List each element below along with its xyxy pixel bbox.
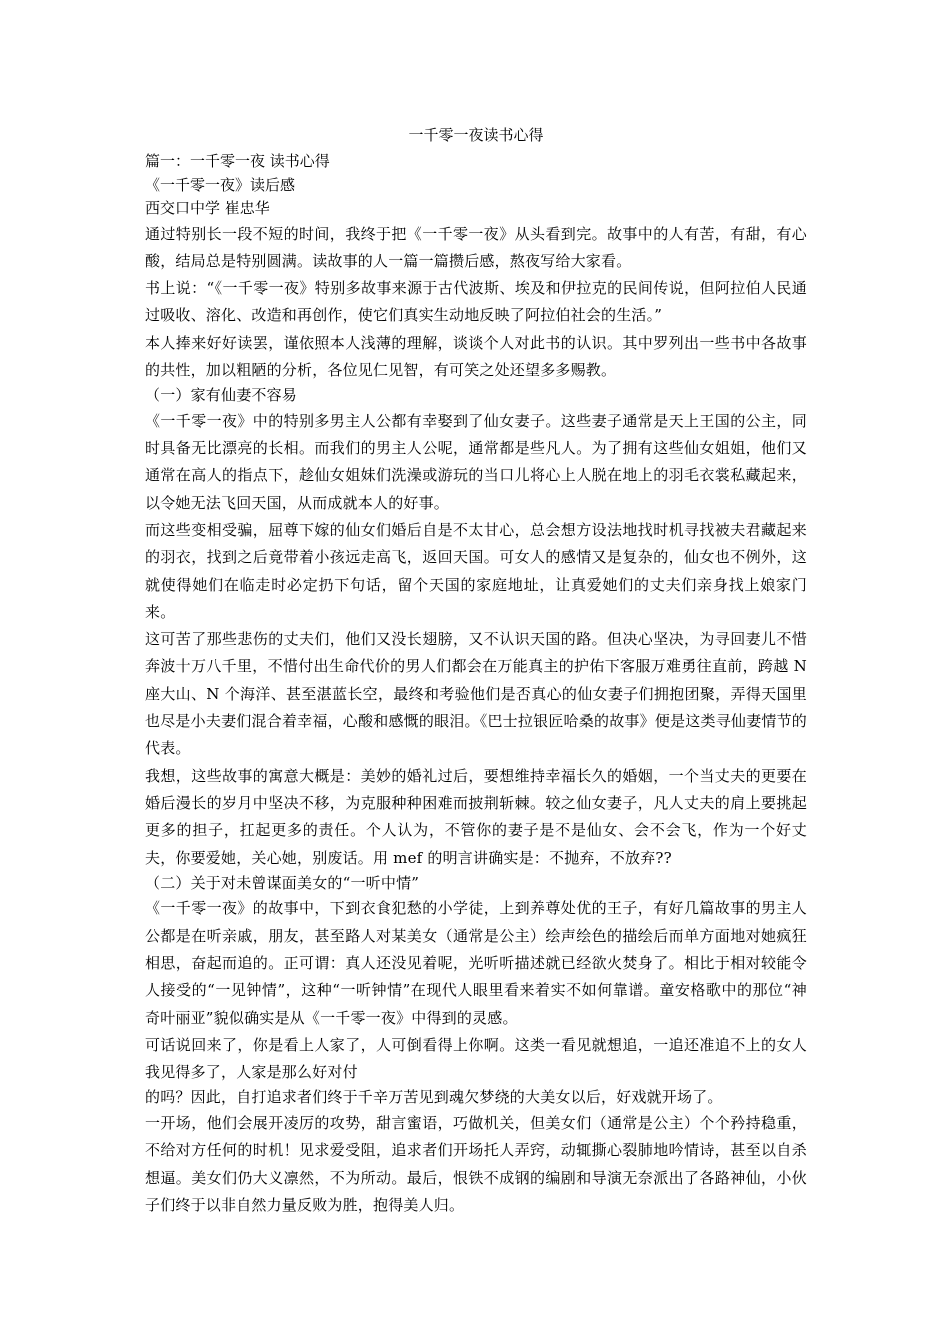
paragraph-fairy-wives: 《一千零一夜》中的特别多男主人公都有幸娶到了仙女妻子。这些妻子通常是天上王国的公主，同时具备无比漂亮的长相。而我们的男主人公呢，通常都是些凡人。为了拥有这些仙女姐姐，他们又通常在高人的指点下，趁仙女姐妹们洗澡或游玩的当口儿将心上人脱在地上的羽毛衣裳私藏起来，以令她无法飞回天国，从而成就本人的好事。 <box>145 411 807 512</box>
paragraph-love-by-hearing: 《一千零一夜》的故事中，下到衣食犯愁的小学徒，上到养尊处优的王子，有好几篇故事的男主人公都是在听亲戚，朋友，甚至路人对某美女（通常是公主）绘声绘色的描绘后而单方面地对她疯狂相思，奋起而追的。正可谓：真人还没见着呢，光听听描述就已经欲火焚身了。相比于相对较能令人接受的“一见钟情”，这种“一听钟情”在现代人眼里看来着实不如何靠谱。童安格歌中的那位“神奇叶丽亚”貌似确实是从《一千零一夜》中得到的灵感。 <box>145 899 807 1027</box>
paragraph-quote: 书上说：“《一千零一夜》特别多故事来源于古代波斯、埃及和伊拉克的民间传说，但阿拉伯人民通过吸收、溶化、改造和再创作，使它们真实生动地反映了阿拉伯社会的生活。” <box>145 279 807 325</box>
paragraph-pursuit-continued: 的吗？因此，自打追求者们终于千辛万苦见到魂欠梦绕的大美女以后，好戏就开场了。 <box>145 1088 723 1107</box>
paragraph-fairy-return: 而这些变相受骗，屈尊下嫁的仙女们婚后自是不太甘心，总会想方设法地找时机寻找被夫君藏起来的羽衣，找到之后竟带着小孩远走高飞，返回天国。可女人的感情又是复杂的，仙女也不例外，这就使得她们在临走时必定扔下句话，留个天国的家庭地址，让真爱她们的丈夫们亲身找上娘家门来。 <box>145 520 807 621</box>
paragraph-intro: 通过特别长一段不短的时间，我终于把《一千零一夜》从头看到完。故事中的人有苦，有甜，有心酸，结局总是特别圆满。读故事的人一篇一篇攒后感，熬夜写给大家看。 <box>145 224 807 270</box>
article-heading: 篇一：一千零一夜 读书心得 <box>145 152 330 170</box>
paragraph-husbands-journey: 这可苦了那些悲伤的丈夫们，他们又没长翅膀，又不认识天国的路。但决心坚决，为寻回妻儿不惜奔波十万八千里，不惜付出生命代价的男人们都会在万能真主的护佑下客服万难勇往直前，跨越 N 座大山、N 个海洋、甚至湛蓝长空，最终和考验他们是否真心的仙女妻子们拥抱团聚，弄得天国里也尽是小夫妻们混合着幸福，心酸和感慨的眼泪。《巴士拉银匠哈桑的故事》便是这类寻仙妻情节的代表。 <box>145 630 807 758</box>
paragraph-moral: 我想，这些故事的寓意大概是：美妙的婚礼过后，要想维持幸福长久的婚姻，一个当丈夫的更要在婚后漫长的岁月中坚决不移，为克服种种困难而披荆斩棘。较之仙女妻子，凡人丈夫的肩上要挑起更多的担子，扛起更多的责任。个人认为，不管你的妻子是不是仙女、会不会飞，作为一个好丈夫，你要爱她，关心她，别废话。用 mef 的明言讲确实是：不抛弃，不放弃?? <box>145 766 807 867</box>
author-line: 西交口中学 崔忠华 <box>145 199 270 217</box>
paragraph-preface: 本人捧来好好读罢，谨依照本人浅薄的理解，谈谈个人对此书的认识。其中罗列出一些书中各故事的共性，加以粗陋的分析，各位见仁见智，有可笑之处还望多多赐教。 <box>145 333 807 379</box>
page-title: 一千零一夜读书心得 <box>408 126 544 144</box>
article-subheading: 《一千零一夜》读后感 <box>145 175 296 194</box>
document-body <box>145 124 807 1219</box>
paragraph-courtship: 一开场，他们会展开凌厉的攻势，甜言蜜语，巧做机关，但美女们（通常是公主）个个矜持稳重，不给对方任何的时机！见求爱受阻，追求者们开场托人弄窍，动辄撕心裂肺地吟情诗，甚至以自杀想逼。美女们仍大义凛然，不为所动。最后，恨铁不成钢的编剧和导演无奈派出了各路神仙，小伙子们终于以非自然力量反败为胜，抱得美人归。 <box>145 1113 807 1214</box>
paragraph-pursuit: 可话说回来了，你是看上人家了，人可倒看得上你啊。这类一看见就想追，一追还准追不上的女人我见得多了，人家是那么好对付 <box>145 1035 807 1082</box>
section-heading-2: （二）关于对未曾谋面美女的“一听中情” <box>145 873 420 892</box>
section-heading-1: （一）家有仙妻不容易 <box>145 386 298 405</box>
